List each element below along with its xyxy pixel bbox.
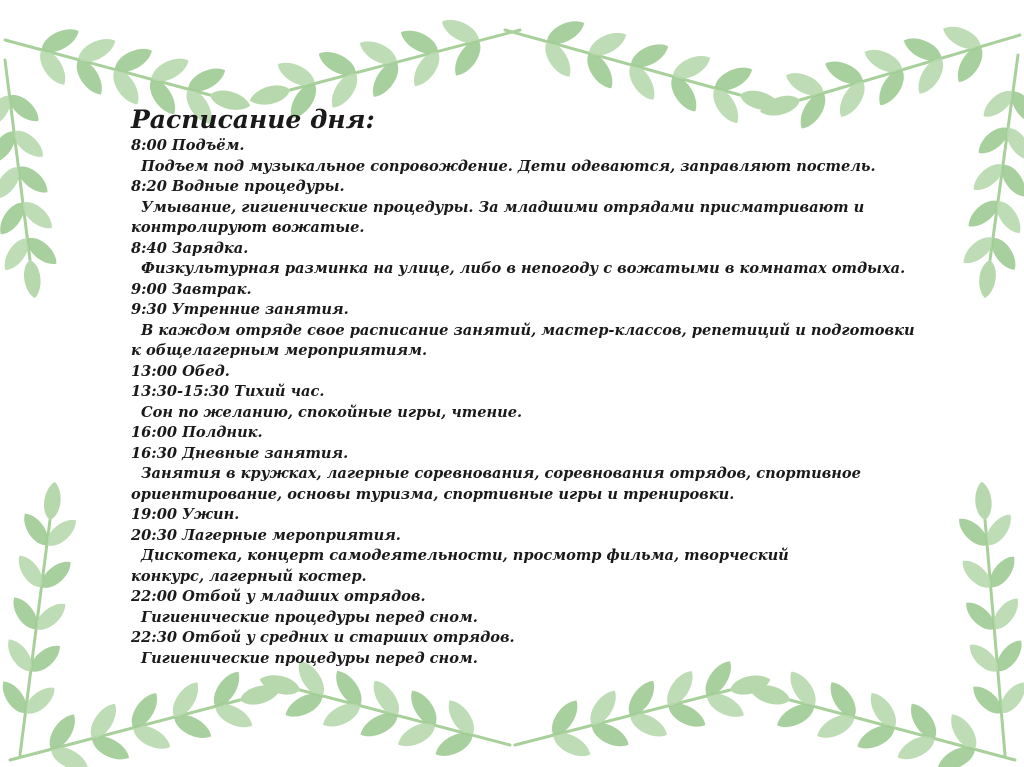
schedule-line: 13:30-15:30 Тихий час.: [131, 383, 325, 400]
schedule-line: 22:00 Отбой у младших отрядов.: [131, 588, 426, 605]
schedule-line: В каждом отряде свое расписание занятий, мастер-классов, репетиций и подготовки: [141, 321, 915, 339]
leaf-branch-icon: [258, 656, 510, 762]
schedule-line: Подъем под музыкальное сопровождение. Дети одеваются, заправляют постель.: [141, 157, 876, 175]
schedule-line: 9:00 Завтрак.: [131, 280, 252, 298]
schedule-text-block: [131, 104, 991, 669]
schedule-line: 20:30 Лагерные мероприятия.: [131, 526, 401, 544]
leaf-branch-icon: [515, 656, 772, 762]
leaf-branch-icon: [0, 60, 62, 299]
schedule-line: 8:40 Зарядка.: [131, 239, 249, 257]
schedule-lines: [131, 136, 991, 669]
schedule-line: 9:30 Утренние занятия.: [131, 301, 349, 318]
schedule-line: 8:20 Водные процедуры.: [131, 178, 345, 195]
schedule-line: Физкультурная разминка на улице, либо в непогоду с вожатыми в комнатах отдыха.: [141, 260, 906, 277]
schedule-line: Сон по желанию, спокойные игры, чтение.: [141, 403, 523, 421]
schedule-line: контролируют вожатые.: [131, 219, 365, 236]
schedule-line: Занятия в кружках, лагерные соревнования, соревнования отрядов, спортивное: [141, 465, 861, 482]
page-title: Расписание дня:: [131, 105, 375, 134]
schedule-line: Дискотека, концерт самодеятельности, просмотр фильма, творческий: [141, 547, 789, 564]
schedule-line: 8:00 Подъём.: [131, 137, 245, 154]
schedule-line: Гигиенические процедуры перед сном.: [141, 608, 478, 626]
leaf-branch-icon: [748, 667, 1015, 767]
leaf-branch-icon: [0, 481, 81, 755]
schedule-line: 19:00 Ужин.: [131, 506, 240, 523]
schedule-line: 16:30 Дневные занятия.: [131, 444, 349, 462]
schedule-line: конкурс, лагерный костер.: [131, 567, 367, 585]
schedule-line: 22:30 Отбой у средних и старших отрядов.: [131, 629, 515, 646]
schedule-line: Умывание, гигиенические процедуры. За младшими отрядами присматривают и: [141, 198, 865, 216]
schedule-line: к общелагерным мероприятиям.: [131, 342, 428, 359]
schedule-line: ориентирование, основы туризма, спортивные игры и тренировки.: [131, 485, 735, 503]
schedule-line: 16:00 Полдник.: [131, 424, 263, 441]
leaf-branch-icon: [10, 667, 282, 767]
schedule-line: 13:00 Обед.: [131, 362, 230, 380]
schedule-line: Гигиенические процедуры перед сном.: [141, 649, 478, 667]
